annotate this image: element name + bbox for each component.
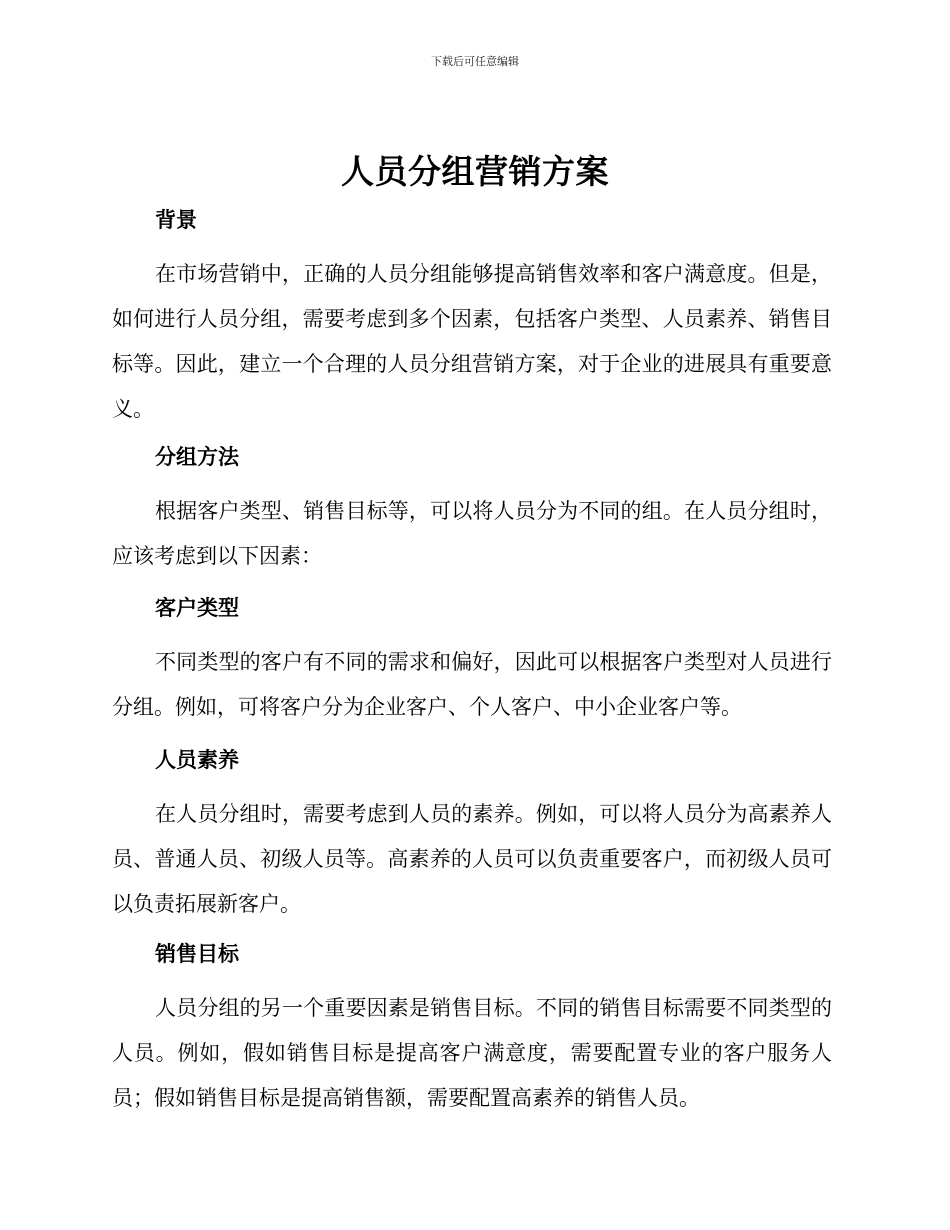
section-heading-grouping-method: 分组方法 [155,445,239,469]
section-body-grouping-method: 根据客户类型、销售目标等，可以将人员分为不同的组。在人员分组时，应该考虑到以下因素： [112,499,832,568]
section-heading-staff-quality: 人员素养 [155,748,239,772]
section-body-staff-quality: 在人员分组时，需要考虑到人员的素养。例如，可以将人员分为高素养人员、普通人员、初级人员等。高素养的人员可以负责重要客户，而初级人员可以负责拓展新客户。 [112,802,832,916]
section-body-background: 在市场营销中，正确的人员分组能够提高销售效率和客户满意度。但是，如何进行人员分组，需要考虑到多个因素，包括客户类型、人员素养、销售目标等。因此，建立一个合理的人员分组营销方案，对于企业的进展具有重要意义。 [112,262,832,421]
section-body-sales-target: 人员分组的另一个重要因素是销售目标。不同的销售目标需要不同类型的人员。例如，假如销售目标是提高客户满意度，需要配置专业的客户服务人员；假如销售目标是提高销售额，需要配置高素养的销售人员。 [112,996,832,1110]
section-heading-sales-target: 销售目标 [155,942,239,966]
document-title: 人员分组营销方案 [341,152,609,191]
section-heading-customer-type: 客户类型 [155,596,239,620]
section-body-customer-type: 不同类型的客户有不同的需求和偏好，因此可以根据客户类型对人员进行分组。例如，可将客户分为企业客户、个人客户、中小企业客户等。 [112,650,832,719]
header-note: 下载后可任意编辑 [431,55,519,68]
section-heading-background: 背景 [155,208,197,232]
